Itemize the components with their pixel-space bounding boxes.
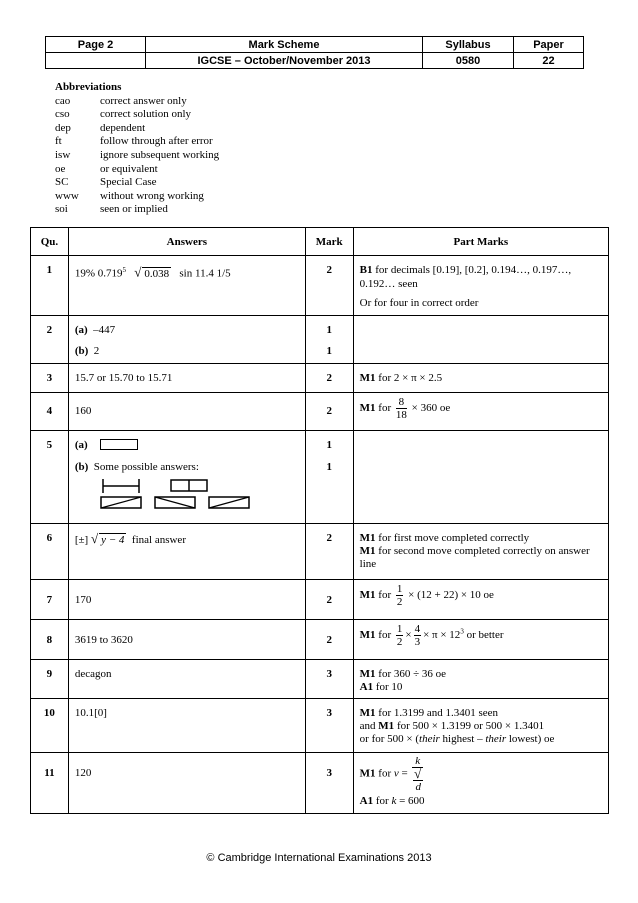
part-mark-text: = [398,767,411,780]
table-row [31,392,609,430]
abbr-key: oe [55,162,66,175]
part-mark-text: their [485,733,507,745]
question-number: 3 [46,371,53,384]
abbr-row [55,135,219,149]
abbr-key: dep [55,121,71,134]
part-mark-text: Or for four in correct order [359,297,479,309]
mark-value: 1 [326,345,332,357]
abbr-key: cso [55,108,70,121]
question-number: 1 [46,264,53,276]
mark-value: 3 [326,668,332,680]
part-mark-text: for 360 ÷ 36 oe [375,668,447,680]
fraction-numerator: 8 [396,396,407,409]
mark-value: 1 [326,438,332,451]
mark-value: 2 [326,594,332,606]
fraction [396,583,404,608]
header-empty [46,53,146,69]
question-number: 10 [43,707,55,719]
table-row [31,620,609,660]
part-marks-cell [354,699,608,750]
abbr-value: or equivalent [100,162,158,175]
part-marks-cell [354,580,608,612]
mark-code: M1 [359,532,376,544]
part-marks-cell [354,524,608,575]
part-label: (a) [74,323,88,336]
syllabus-label: Syllabus [423,37,514,53]
col-header-answers: Answers [68,228,305,256]
mark-value: 2 [326,532,332,544]
col-header-mark: Mark [305,228,353,256]
mark-value: 2 [326,371,332,384]
table-row [31,524,609,580]
part-mark-text: their [419,733,440,745]
part-label: (b) [74,461,89,473]
variable: v [393,767,399,780]
part-mark-text: for decimals [0.19], [0.2], 0.194…, 0.197…, 0.192… seen [359,264,572,290]
abbr-value: dependent [100,121,146,134]
mark-value: 2 [326,264,332,276]
table-row [31,256,609,316]
abbr-key: www [55,189,79,202]
fraction-numerator: 1 [396,623,403,635]
part-mark-text: × π × 12 [423,629,461,642]
abbr-row [55,203,219,217]
table-row [31,315,609,363]
abbr-key: soi [55,203,68,216]
mark-value: 3 [326,707,332,719]
answer-text: 170 [74,594,92,606]
abbr-row [55,176,219,190]
question-number: 11 [44,767,55,779]
fraction-denominator: 2 [396,636,403,648]
radicand: d [415,781,421,793]
col-header-part-marks: Part Marks [353,228,608,256]
part-marks-cell: M1 for $\frac{1}{2}$ × $\frac{4}{3}$ × $\pi \times 12^3$ or better [359,623,504,648]
col-header-question: Qu. [31,228,69,256]
mark-cell [306,316,353,363]
fraction [414,623,422,648]
header-table [45,36,584,69]
abbr-row [55,122,219,136]
abbr-key: SC [55,176,69,189]
mark-code: M1 [378,720,395,732]
mark-code: B1 [359,264,373,276]
mark-code: M1 [359,707,376,719]
exam-session: IGCSE – October/November 2013 [146,53,423,69]
table-row [31,580,609,620]
abbr-key: ft [55,135,62,148]
paper-number: 22 [514,53,584,69]
fraction-denominator: 3 [414,636,421,648]
fraction-numerator: 1 [396,583,403,595]
copyright-footer: © Cambridge International Examinations 2013 [206,852,432,864]
answer-radicand: y − 4 [101,534,125,546]
part-mark-text: lowest) oe [506,733,555,745]
part-mark-text: for [375,589,394,602]
fraction [396,623,404,648]
part-mark-text: for second move completed correctly on answer line [359,545,590,570]
part-mark-text: or for 500 × ( [359,733,420,745]
part-mark-text: and [359,720,379,732]
table-row [31,430,609,524]
abbr-row [55,108,219,122]
question-number: 7 [46,594,53,606]
answer-text: 19% 0.719 [74,267,123,280]
answer-text: Some possible answers: [93,461,199,473]
mark-code: M1 [359,767,376,780]
answer-text: 15.7 or 15.70 to 15.71 [74,371,173,384]
question-number: 2 [46,323,53,336]
question-number: 6 [46,532,53,544]
answer-text: 160 [74,404,92,417]
answer-text: final answer [131,534,186,546]
fraction-denominator [412,768,423,793]
mark-code: M1 [359,668,376,680]
answer-text: [±] [74,534,89,546]
question-number: 9 [46,668,53,680]
part-marks-cell [354,753,608,813]
answer-radicand: 0.038 [144,267,170,280]
abbreviations-title: Abbreviations [55,81,122,93]
fraction-numerator: k [412,755,423,768]
part-mark-text: for [375,401,394,414]
mark-code: M1 [359,401,376,414]
abbr-value: follow through after error [100,135,213,148]
part-mark-text: highest – [439,733,486,745]
part-mark-text: × 360 oe [411,401,451,414]
abbr-row [55,190,219,204]
fraction [412,755,423,793]
answer-superscript: 5 [122,266,127,274]
mark-code: A1 [359,795,374,807]
abbr-row [55,163,219,177]
answer-cell [69,431,305,524]
abbr-row [55,95,219,109]
mark-code: M1 [359,589,376,602]
table-row [31,660,609,699]
abbr-key: isw [55,148,71,161]
part-label: (a) [74,438,88,451]
mark-scheme-label: Mark Scheme [146,37,423,53]
syllabus-code: 0580 [423,53,514,69]
mark-code: M1 [359,629,376,642]
part-mark-text: = 600 [396,795,425,807]
answer-text: decagon [74,668,112,680]
part-mark-text: for [375,767,394,780]
page-label: Page 2 [46,37,146,53]
table-row [31,699,609,753]
part-mark-text: for 1.3199 and 1.3401 seen [375,707,499,719]
abbr-value: correct solution only [100,108,192,121]
part-mark-text: × (12 + 22) × 10 oe [408,589,494,602]
part-marks-cell [354,393,608,425]
abbr-value: Special Case [100,176,157,189]
sqrt-icon: √ [414,766,422,781]
part-mark-text: for 10 [373,681,403,693]
mark-value: 2 [326,404,332,417]
abbr-value: seen or implied [100,203,168,216]
answer-text: 120 [74,767,92,779]
table-row [31,753,609,814]
part-mark-text: for [375,629,394,642]
mark-value: 3 [326,767,332,779]
fraction-denominator: 2 [396,596,403,608]
part-mark-text: for first move completed correctly [375,532,530,544]
part-mark-text: or better [463,629,504,642]
mark-value: 1 [326,461,332,473]
question-number: 8 [46,634,53,646]
paper-label: Paper [514,37,584,53]
exponent: 3 [460,627,464,636]
sqrt-icon: √ [134,264,142,280]
fraction [396,396,407,421]
mark-code: M1 [359,371,376,384]
answer-text: 2 [93,345,100,357]
question-number: 5 [46,438,53,451]
possible-answers-diagram [99,477,299,515]
table-header-row [31,228,609,256]
part-label: (b) [74,345,89,357]
abbr-key: cao [55,94,71,107]
part-marks-cell [354,660,608,698]
abbr-row [55,149,219,163]
answer-text: sin 11.4 1/5 [179,267,231,280]
mark-code: M1 [359,545,376,557]
sqrt-icon: √ [90,531,99,546]
answer-cell [69,316,305,363]
question-number: 4 [46,404,53,417]
abbreviations-list [55,81,219,217]
mark-code: A1 [359,681,374,693]
mark-scheme-table [30,227,609,814]
part-marks-cell [354,256,608,315]
variable: k [391,795,397,807]
answer-text: 3619 to 3620 [74,634,133,646]
answer-cell [69,256,305,285]
part-mark-text: for 2 × π × 2.5 [375,371,443,384]
answer-text: –447 [93,323,116,336]
mark-value: 2 [326,634,332,646]
mark-value: 1 [326,323,332,336]
rectangle-diagram [100,439,138,450]
part-mark-text: for 500 × 1.3199 or 500 × 1.3401 [394,720,545,732]
answer-cell [69,524,305,552]
part-marks-cell [354,364,608,390]
fraction-denominator: 18 [395,408,407,421]
mark-cell [306,431,353,479]
fraction-numerator: 4 [414,623,421,635]
table-row [31,363,609,392]
answer-text: 10.1[0] [74,707,107,719]
abbr-value: ignore subsequent working [100,148,220,161]
part-mark-text: for [373,795,392,807]
abbr-value: correct answer only [100,94,187,107]
abbr-value: without wrong working [100,189,204,202]
